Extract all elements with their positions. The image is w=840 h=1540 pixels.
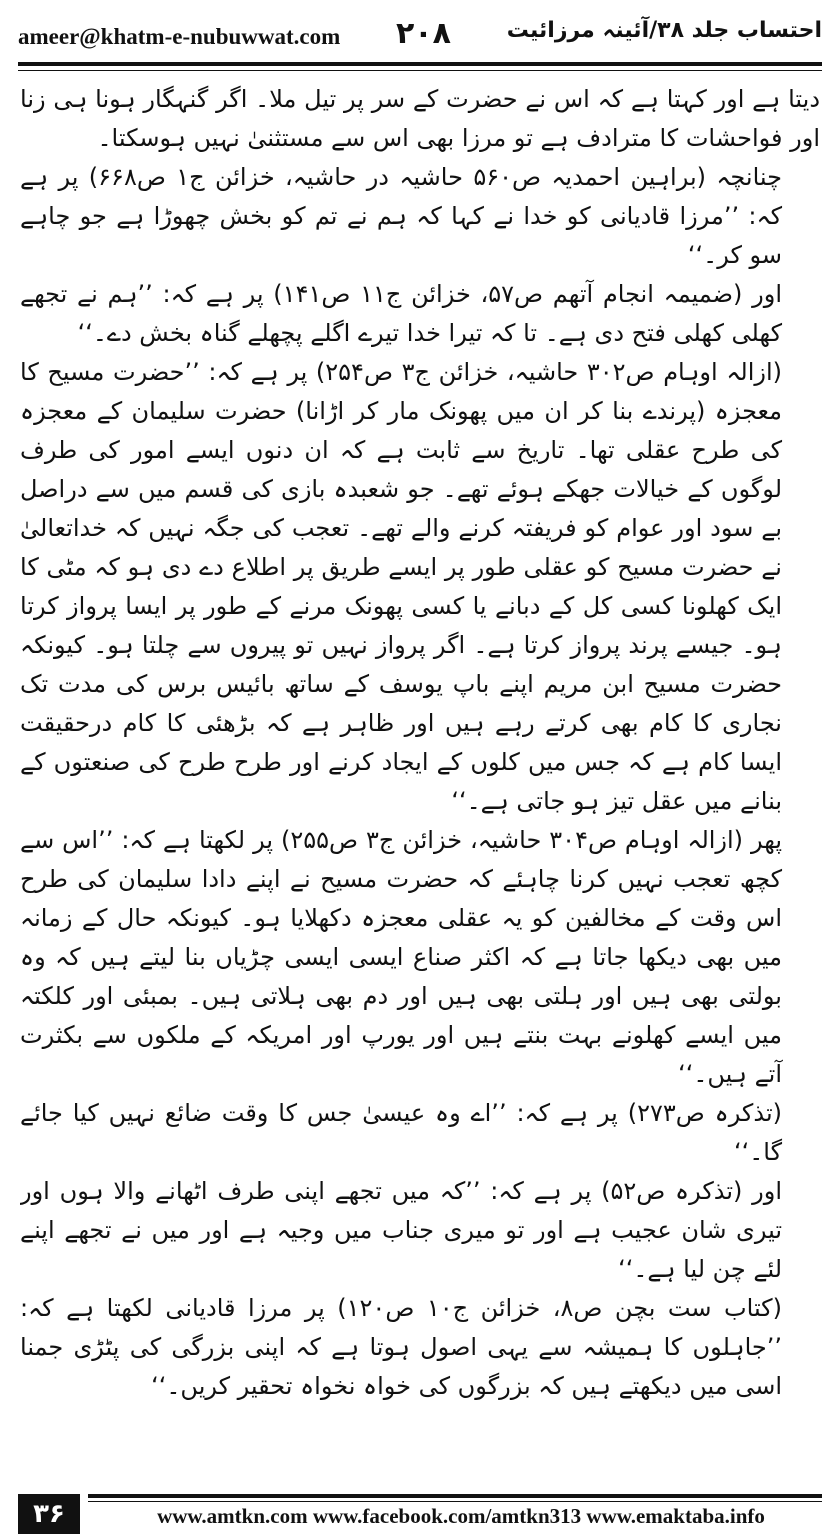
document-body [20, 80, 820, 1480]
paragraph-8: (کتاب ست بچن ص۸، خزائن ج۱۰ ص۱۲۰) پر مرزا قادیانی لکھتا ہے کہ: ’’جاہلوں کا ہمیشہ سے یہی اصول ہوتا ہے کہ اپنی بزرگی کی پٹڑی جمنا اسی میں دیکھتے ہیں کہ بزرگوں کی خواہ نخواہ تحقیر کریں۔‘‘ [20, 1294, 782, 1400]
header-divider [18, 62, 822, 66]
header-email: ameer@khatm-e-nubuwwat.com [18, 24, 341, 49]
footer-page-number: ۳۶ [18, 1494, 80, 1534]
header-divider-thin [18, 70, 822, 71]
page-footer [18, 1494, 822, 1534]
footer-divider-thin [88, 1501, 822, 1502]
paragraph-5: پھر (ازالہ اوہام ص۳۰۴ حاشیہ، خزائن ج۳ ص۲۵۵) پر لکھتا ہے کہ: ’’اس سے کچھ تعجب نہیں کرنا چاہئے کہ حضرت مسیح نے اپنے دادا سلیمان کی طرح اس وقت کے مخالفین کو یہ عقلی معجزہ دکھلایا ہو۔ کیونکہ حال کے زمانہ میں بھی دیکھا جاتا ہے کہ اکثر صناع ایسی ایسی چڑیاں بنا لیتے ہیں کہ وہ بولتی بھی ہیں اور ہلتی بھی ہیں اور دم بھی ہلاتی ہیں۔ بمبئی اور کلکتہ میں ایسے کھلونے بہت بنتے ہیں اور یورپ اور امریکہ کے ملکوں سے بکثرت آتے ہیں۔‘‘ [20, 826, 782, 1088]
paragraph-4: (ازالہ اوہام ص۳۰۲ حاشیہ، خزائن ج۳ ص۲۵۴) پر ہے کہ: ’’حضرت مسیح کا معجزہ (پرندے بنا کر ان میں پھونک مار کر اڑانا) حضرت سلیمان کے معجزہ کی طرح عقلی تھا۔ تاریخ سے ثابت ہے کہ ان دنوں ایسے امور کی طرف لوگوں کے خیالات جھکے ہوئے تھے۔ جو شعبدہ بازی کی قسم میں سے دراصل بے سود اور عوام کو فریفتہ کرنے والے تھے۔ تعجب کی جگہ نہیں کہ خداتعالیٰ نے حضرت مسیح کو عقلی طور پر ایسے طریق پر اطلاع دے دی ہو کہ مٹی کا ایک کھلونا کسی کل کے دبانے یا کسی پھونک مرنے کے طور پر ایسا پرواز کرتا ہو۔ جیسے پرند پرواز کرتا ہے۔ اگر پرواز نہیں تو پیروں سے چلتا ہو۔ کیونکہ حضرت مسیح ابن مریم اپنے باپ یوسف کے ساتھ بائیس برس کی مدت تک نجاری کا کام بھی کرتے رہے ہیں اور ظاہر ہے کہ بڑھئی کا کام درحقیقت ایسا کام ہے کہ جس میں کلوں کے ایجاد کرنے اور طرح طرح کی صنعتوں کے بنانے میں عقل تیز ہو جاتی ہے۔‘‘ [20, 358, 782, 815]
header-page-number: ۲۰۸ [396, 16, 451, 51]
paragraph-1: دیتا ہے اور کہتا ہے کہ اس نے حضرت کے سر پر تیل ملا۔ اگر گنہگار ہونا ہی زنا اور فواحشات کا مترادف ہے تو مرزا بھی اس سے مستثنیٰ نہیں ہوسکتا۔ [20, 85, 820, 152]
paragraph-3: اور (ضمیمہ انجام آتھم ص۵۷، خزائن ج۱۱ ص۱۴۱) پر ہے کہ: ’’ہم نے تجھے کھلی کھلی فتح دی ہے۔ تا کہ تیرا خدا تیرے اگلے پچھلے گناہ بخش دے۔‘‘ [20, 280, 782, 347]
paragraph-6: (تذکرہ ص۲۷۳) پر ہے کہ: ’’اے وہ عیسیٰ جس کا وقت ضائع نہیں کیا جائے گا۔‘‘ [20, 1099, 782, 1166]
footer-urls: www.amtkn.com www.facebook.com/amtkn313 www.emaktaba.info [157, 1504, 765, 1528]
paragraph-2: چنانچہ (براہین احمدیہ ص۵۶۰ حاشیہ در حاشیہ، خزائن ج۱ ص۶۶۸) پر ہے کہ: ’’مرزا قادیانی کو خدا نے کہا کہ ہم نے تم کو بخش چھوڑا ہے جو چاہے سو کر۔‘‘ [20, 163, 782, 269]
page-header [18, 14, 822, 54]
header-book-title: احتساب جلد ۳۸/آئینہ مرزائیت [506, 18, 822, 43]
footer-divider [88, 1494, 822, 1498]
paragraph-7: اور (تذکرہ ص۵۲) پر ہے کہ: ’’کہ میں تجھے اپنی طرف اٹھانے والا ہوں اور تیری شان عجیب ہے اور تو میری جناب میں وجیہ ہے اور میں نے تجھے اپنے لئے چن لیا ہے۔‘‘ [20, 1177, 782, 1283]
